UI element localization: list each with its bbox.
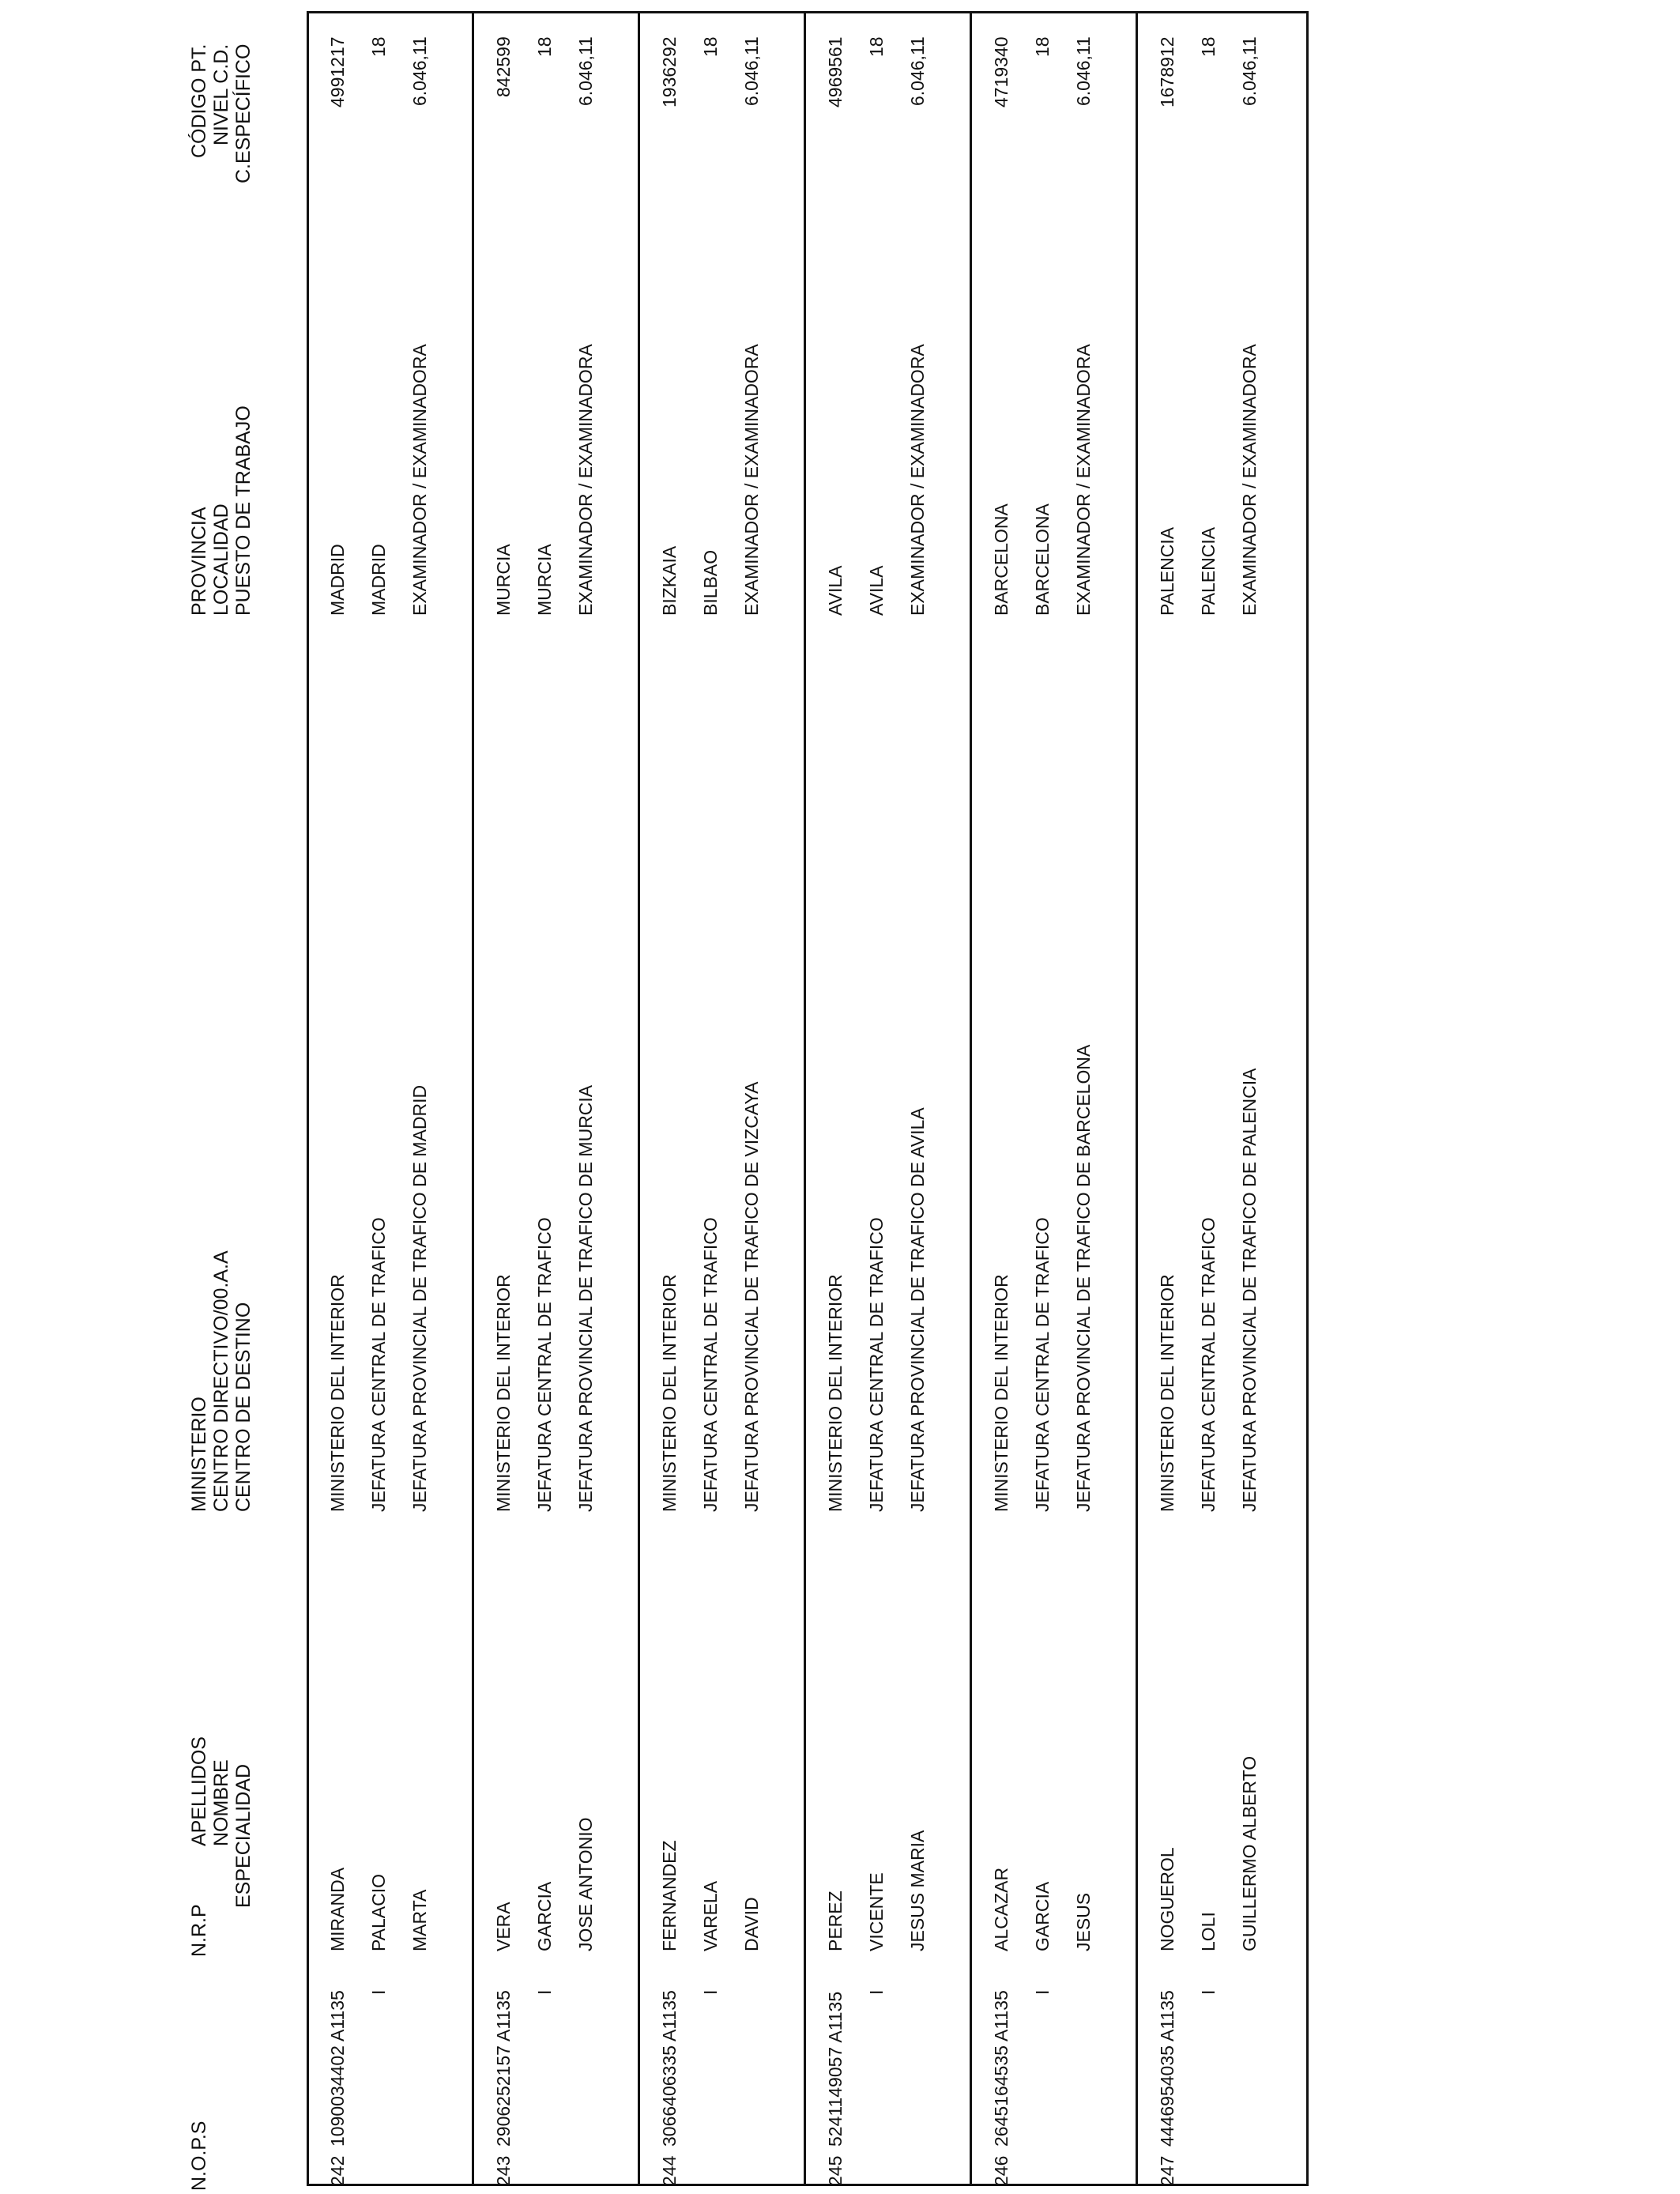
record-nombre: MARTA <box>409 1889 430 1951</box>
record-especifico: 6.046,11 <box>1073 36 1094 106</box>
record-puesto: EXAMINADOR / EXAMINADORA <box>1239 344 1260 616</box>
header-puesto: PUESTO DE TRABAJO <box>232 405 254 616</box>
record-nivel: 18 <box>534 36 555 57</box>
record-nops: 245 <box>825 2155 846 2186</box>
record-nops: 243 <box>493 2155 514 2186</box>
record-ministerio: MINISTERIO DEL INTERIOR <box>991 1274 1011 1512</box>
record-codigo: 4719340 <box>991 36 1011 107</box>
header-localidad: LOCALIDAD <box>210 503 232 616</box>
record-nivel: 18 <box>1032 36 1053 57</box>
record-especialidad: I <box>368 1989 389 1995</box>
row-divider <box>638 11 640 2186</box>
record-nops: 242 <box>327 2155 348 2186</box>
record-especialidad: I <box>700 1989 721 1995</box>
record-centro-directivo: JEFATURA CENTRAL DE TRAFICO <box>700 1217 721 1512</box>
record-nombre: GUILLERMO ALBERTO <box>1239 1755 1260 1951</box>
record-apellido2: GARCIA <box>1032 1881 1053 1951</box>
row-divider <box>472 11 474 2186</box>
record-nivel: 18 <box>866 36 887 57</box>
header-centro-directivo: CENTRO DIRECTIVO/00.A.A <box>210 1250 232 1512</box>
header-especialidad: ESPECIALIDAD <box>232 1763 254 1908</box>
record-localidad: BILBAO <box>700 549 721 616</box>
header-centro-destino: CENTRO DE DESTINO <box>232 1302 254 1512</box>
record-localidad: AVILA <box>866 565 887 616</box>
record-apellido1: NOGUEROL <box>1157 1847 1177 1951</box>
record-puesto: EXAMINADOR / EXAMINADORA <box>907 344 928 616</box>
record-ministerio: MINISTERIO DEL INTERIOR <box>493 1274 514 1512</box>
record-centro-directivo: JEFATURA CENTRAL DE TRAFICO <box>866 1217 887 1512</box>
row-divider <box>804 11 806 2186</box>
record-localidad: MADRID <box>368 544 389 616</box>
record-nops: 247 <box>1157 2155 1177 2186</box>
record-apellido2: LOLI <box>1198 1912 1219 1951</box>
record-ministerio: MINISTERIO DEL INTERIOR <box>327 1274 348 1512</box>
record-provincia: BARCELONA <box>991 503 1011 616</box>
record-especialidad: I <box>1198 1989 1219 1995</box>
record-centro-destino: JEFATURA PROVINCIAL DE TRAFICO DE PALENCIA <box>1239 1068 1260 1512</box>
record-centro-destino: JEFATURA PROVINCIAL DE TRAFICO DE BARCELONA <box>1073 1044 1094 1512</box>
record-nombre: DAVID <box>741 1897 762 1951</box>
record-nombre: JOSE ANTONIO <box>575 1817 596 1951</box>
record-nombre: JESUS <box>1073 1892 1094 1951</box>
record-puesto: EXAMINADOR / EXAMINADORA <box>1073 344 1094 616</box>
record-apellido1: FERNANDEZ <box>659 1840 680 1951</box>
record-apellido1: ALCAZAR <box>991 1867 1011 1951</box>
record-localidad: PALENCIA <box>1198 526 1219 616</box>
record-centro-destino: JEFATURA PROVINCIAL DE TRAFICO DE AVILA <box>907 1107 928 1512</box>
header-provincia: PROVINCIA <box>188 507 210 616</box>
record-centro-directivo: JEFATURA CENTRAL DE TRAFICO <box>1032 1217 1053 1512</box>
record-apellido1: MIRANDA <box>327 1867 348 1951</box>
header-ministerio: MINISTERIO <box>188 1397 210 1512</box>
record-apellido1: PEREZ <box>825 1891 846 1951</box>
record-nrp: 4446954035 A1135 <box>1157 1990 1177 2147</box>
record-localidad: BARCELONA <box>1032 503 1053 616</box>
record-codigo: 1936292 <box>659 36 680 107</box>
record-especifico: 6.046,11 <box>741 36 762 106</box>
header-codigo: CÓDIGO PT. <box>188 44 210 159</box>
record-codigo: 4969561 <box>825 36 846 107</box>
record-ministerio: MINISTERIO DEL INTERIOR <box>825 1274 846 1512</box>
record-apellido2: GARCIA <box>534 1881 555 1951</box>
record-centro-directivo: JEFATURA CENTRAL DE TRAFICO <box>368 1217 389 1512</box>
record-especialidad: I <box>534 1989 555 1995</box>
record-puesto: EXAMINADOR / EXAMINADORA <box>409 344 430 616</box>
record-nrp: 5241149057 A1135 <box>825 1991 846 2147</box>
record-centro-destino: JEFATURA PROVINCIAL DE TRAFICO DE MADRID <box>409 1084 430 1512</box>
record-apellido2: PALACIO <box>368 1874 389 1951</box>
header-apellidos: APELLIDOS <box>188 1736 210 1846</box>
header-especifico: C.ESPECÍFICO <box>232 44 254 184</box>
record-ministerio: MINISTERIO DEL INTERIOR <box>659 1274 680 1512</box>
record-nombre: JESUS MARIA <box>907 1830 928 1951</box>
record-nops: 244 <box>659 2155 680 2186</box>
record-provincia: BIZKAIA <box>659 545 680 616</box>
header-nombre: NOMBRE <box>210 1759 232 1846</box>
record-puesto: EXAMINADOR / EXAMINADORA <box>741 344 762 616</box>
record-centro-directivo: JEFATURA CENTRAL DE TRAFICO <box>1198 1217 1219 1512</box>
record-localidad: MURCIA <box>534 544 555 616</box>
record-centro-destino: JEFATURA PROVINCIAL DE TRAFICO DE VIZCAYA <box>741 1081 762 1512</box>
record-nrp: 3066406335 A1135 <box>659 1990 680 2147</box>
record-especifico: 6.046,11 <box>1239 36 1260 106</box>
record-nrp: 2645164535 A1135 <box>991 1990 1011 2147</box>
row-divider <box>970 11 972 2186</box>
record-centro-destino: JEFATURA PROVINCIAL DE TRAFICO DE MURCIA <box>575 1084 596 1512</box>
record-apellido2: VICENTE <box>866 1872 887 1951</box>
record-centro-directivo: JEFATURA CENTRAL DE TRAFICO <box>534 1217 555 1512</box>
record-especifico: 6.046,11 <box>575 36 596 106</box>
record-apellido1: VERA <box>493 1902 514 1951</box>
record-nivel: 18 <box>700 36 721 57</box>
record-nivel: 18 <box>368 36 389 57</box>
record-puesto: EXAMINADOR / EXAMINADORA <box>575 344 596 616</box>
record-apellido2: VARELA <box>700 1880 721 1951</box>
record-especifico: 6.046,11 <box>409 36 430 106</box>
header-nivel: NIVEL C.D. <box>210 44 232 146</box>
header-nrp: N.R.P <box>188 1904 210 1957</box>
record-especialidad: I <box>866 1989 887 1995</box>
record-provincia: MURCIA <box>493 544 514 616</box>
record-codigo: 1678912 <box>1157 36 1177 107</box>
header-nops: N.O.P.S <box>188 2120 210 2191</box>
record-codigo: 4991217 <box>327 36 348 107</box>
record-provincia: PALENCIA <box>1157 526 1177 616</box>
record-nivel: 18 <box>1198 36 1219 57</box>
record-codigo: 842599 <box>493 36 514 97</box>
record-ministerio: MINISTERIO DEL INTERIOR <box>1157 1274 1177 1512</box>
record-provincia: AVILA <box>825 565 846 616</box>
row-divider <box>1136 11 1138 2186</box>
record-provincia: MADRID <box>327 544 348 616</box>
record-especialidad: I <box>1032 1989 1053 1995</box>
record-nrp: 2906252157 A1135 <box>493 1990 514 2147</box>
record-nrp: 1090034402 A1135 <box>327 1990 348 2147</box>
record-especifico: 6.046,11 <box>907 36 928 106</box>
record-nops: 246 <box>991 2155 1011 2186</box>
